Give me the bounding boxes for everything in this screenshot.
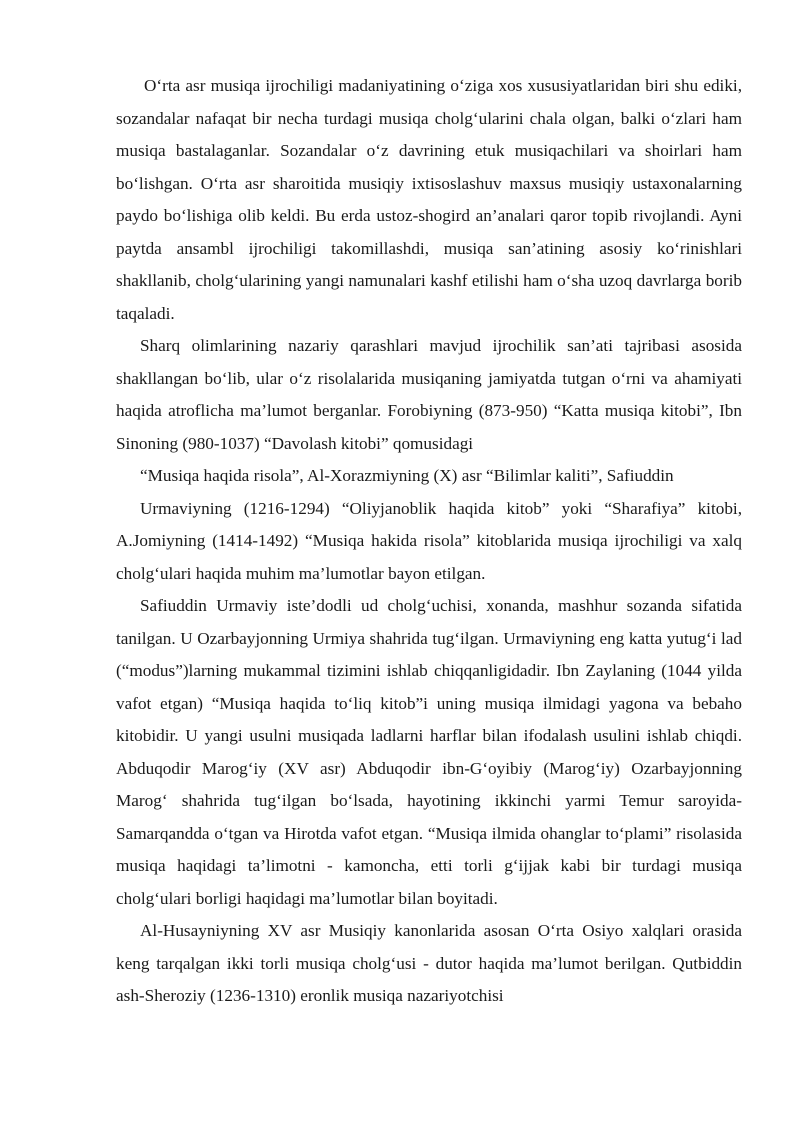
paragraph-treatise-list: “Musiqa haqida risola”, Al-Xorazmiyning (X) asr “Bilimlar kaliti”, Safiuddin [140,466,674,485]
document-body [116,70,742,1013]
paragraph-al-husayniy: Al-Husayniyning XV asr Musiqiy kanonlarida asosan O‘rta Osiyo xalqlari orasida keng tarqalgan ikki torli musiqa cholg‘usi - dutor haqida ma’lumot berilgan. Qutbiddin ash-Sheroziy (1236-1310) eronlik musiqa nazariyotchisi [116,921,742,1005]
paragraph-eastern-scholars: Sharq olimlarining nazariy qarashlari mavjud ijrochilik san’ati tajribasi asosida shakllangan bo‘lib, ular o‘z risolalarida musiqaning jamiyatda tutgan o‘rni va ahamiyati haqida atroflicha ma’lumot berganlar. Forobiyning (873-950) “Katta musiqa kitobi”, Ibn Sinoning (980-1037) “Davolash kitobi” qomusidagi [116,336,742,453]
paragraph-medieval-performance: O‘rta asr musiqa ijrochiligi madaniyatining o‘ziga xos xususiyatlaridan biri shu ediki, sozandalar nafaqat bir necha turdagi musiqa cholg‘ularini chala olgan, balki o‘zlari ham musiqa bastalaganlar. Sozandalar o‘z davrining etuk musiqachilari va shoirlari ham bo‘lishgan. O‘rta asr sharoitida musiqiy ixtisoslashuv maxsus musiqiy ustaxonalarning paydo bo‘lishiga olib keldi. Bu erda ustoz-shogird an’analari qaror topib rivojlandi. Ayni paytda ansambl ijrochiligi takomillashdi, musiqa san’atining asosiy ko‘rinishlari shakllanib, cholg‘ularining yangi namunalari kashf etilishi ham o‘sha uzoq davrlarga borib taqaladi. [116,76,742,323]
paragraph-urmaviy-works: Urmaviyning (1216-1294) “Oliyjanoblik haqida kitob” yoki “Sharafiya” kitobi, A.Jomiyning (1414-1492) “Musiqa hakida risola” kitoblarida musiqa ijrochiligi va xalq cholg‘ulari haqida muhim ma’lumotlar bayon etilgan. [116,498,742,583]
paragraph-safiuddin-urmaviy: Safiuddin Urmaviy iste’dodli ud cholg‘uchisi, xonanda, mashhur sozanda sifatida tanilgan. U Ozarbayjonning Urmiya shahrida tug‘ilgan. Urmaviyning eng katta yutug‘i lad (“modus”)larning mukammal tizimini ishlab chiqqanligidadir. Ibn Zaylaning (1044 yilda vafot etgan) “Musiqa haqida to‘liq kitob”i uning musiqa ilmidagi yagona va bebaho kitobidir. U yangi usulni musiqada ladlarni harflar bilan ifodalash usulini ishlab chiqdi. Abduqodir Marog‘iy (XV asr) Abduqodir ibn-G‘oyibiy (Marog‘iy) Ozarbayjonning Marog‘ shahrida tug‘ilgan bo‘lsada, hayotining ikkinchi yarmi Temur saroyida-Samarqandda o‘tgan va Hirotda vafot etgan. “Musiqa ilmida ohanglar to‘plami” risolasida musiqa haqidagi ta’limotni - kamoncha, etti torli g‘ijjak kabi bir turdagi musiqa cholg‘ulari borligi haqidagi ma’lumotlar bilan boyitadi. [116,596,742,908]
